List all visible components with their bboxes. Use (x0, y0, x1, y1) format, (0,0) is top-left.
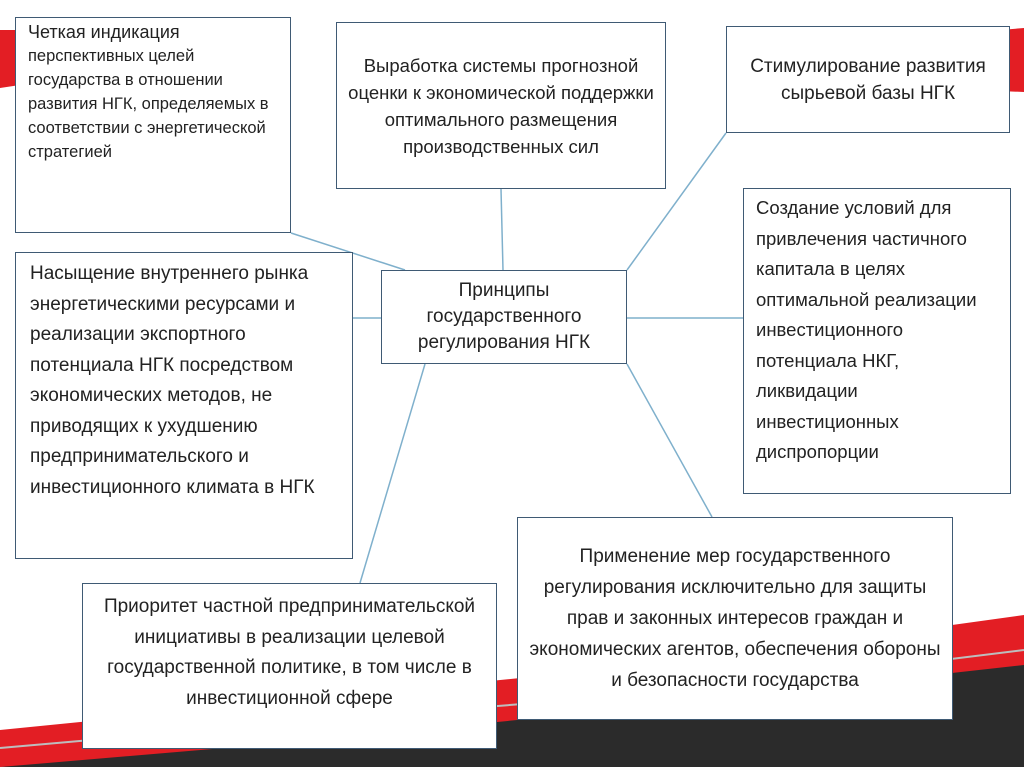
principle-box-state-measures-label: Применение мер государственного регулирования исключительно для защиты прав и законных интересов граждан и экономических агентов, обеспечения обороны и безопасности государства (529, 546, 941, 691)
principle-box-investment (743, 188, 1011, 494)
principle-box-state-measures (517, 517, 953, 720)
principle-box-targets-heading: Четкая индикация (28, 22, 180, 42)
principle-box-targets-text (28, 20, 282, 164)
principle-box-investment-label: Создание условий для привлечения частичного капитала в целях оптимальной реализации инвестиционного потенциала НКГ, ликвидации инвестиционных диспропорции (756, 197, 977, 462)
connector-b6 (360, 364, 425, 583)
connector-b7 (627, 364, 712, 517)
principle-box-targets-body: перспективных целей государства в отношении развития НГК, определяемых в соответствии с энергетической стратегией (28, 47, 269, 161)
principle-box-private-initiative-label: Приоритет частной предпринимательской инициативы в реализации целевой государственной политике, в том числе в инвестиционной сфере (103, 596, 476, 709)
principle-box-forecast (336, 22, 666, 189)
principle-box-private-initiative (82, 583, 497, 749)
center-node-label: Принципы государственного регулирования НГК (417, 280, 591, 353)
principle-box-resource-base (726, 26, 1010, 133)
principle-box-resource-base-label: Стимулирование развития сырьевой базы НГК (750, 55, 986, 104)
principle-box-domestic-market-label: Насыщение внутреннего рынка энергетическими ресурсами и реализации экспортного потенциала НГК посредством экономических методов, не приводящих к ухудшению предпринимательского и инвестиционного климата в НГК (30, 263, 315, 498)
center-node (381, 270, 627, 364)
connector-b2 (501, 189, 503, 270)
principle-box-targets (15, 17, 291, 233)
principle-box-domestic-market (15, 252, 353, 559)
principle-box-forecast-label: Выработка системы прогнозной оценки к экономической поддержки оптимального размещения производственных сил (348, 54, 654, 157)
